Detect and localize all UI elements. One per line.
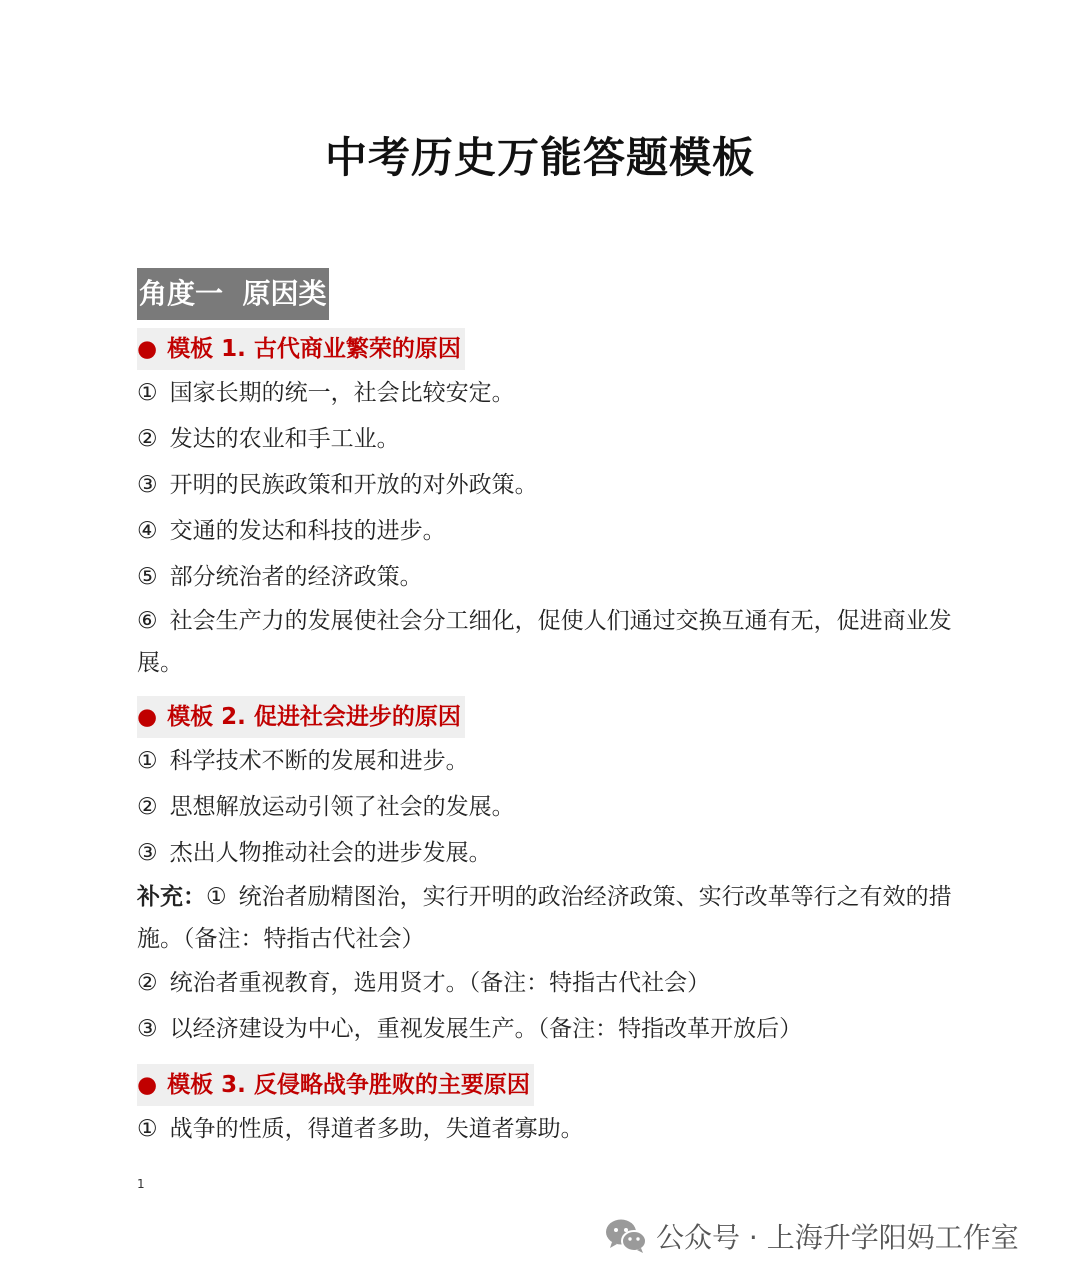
item-number: ① <box>137 380 158 406</box>
item-text: 统治者重视教育，选用贤才。（备注：特指古代社会） <box>169 970 711 996</box>
list-item <box>137 554 957 600</box>
item-text: 杰出人物推动社会的进步发展。 <box>169 840 492 866</box>
watermark-text: 公众号 · 上海升学阳妈工作室 <box>656 1221 1019 1254</box>
item-text: 交通的发达和科技的进步。 <box>169 518 446 544</box>
list-item <box>137 1106 957 1152</box>
item-text: 发达的农业和手工业。 <box>169 426 400 452</box>
list-item <box>137 600 957 684</box>
template-heading-text: 模板 3. 反侵略战争胜败的主要原因 <box>167 1072 530 1098</box>
item-text: 开明的民族政策和开放的对外政策。 <box>169 472 538 498</box>
item-number: ③ <box>137 840 158 866</box>
template-block-3 <box>137 1064 957 1152</box>
template-block-1 <box>137 328 957 684</box>
item-number: ③ <box>137 1016 158 1042</box>
item-text: 思想解放运动引领了社会的发展。 <box>169 794 515 820</box>
list-item <box>137 784 957 830</box>
list-item <box>137 1006 957 1052</box>
item-text: 部分统治者的经济政策。 <box>169 564 423 590</box>
document-body <box>137 328 957 1164</box>
item-number: ① <box>137 748 158 774</box>
list-item <box>137 370 957 416</box>
wechat-icon <box>604 1217 648 1255</box>
list-item <box>137 462 957 508</box>
item-text: 科学技术不断的发展和进步。 <box>169 748 469 774</box>
template-heading-text: 模板 2. 促进社会进步的原因 <box>167 704 461 730</box>
item-number: ① <box>137 1116 158 1142</box>
bullet-icon: ● <box>137 704 158 730</box>
item-number: ② <box>137 970 158 996</box>
item-number: ① <box>206 884 227 910</box>
supplement-label: 补充： <box>137 884 206 910</box>
list-item <box>137 416 957 462</box>
list-item <box>137 960 957 1006</box>
item-number: ③ <box>137 472 158 498</box>
page-title: 中考历史万能答题模板 <box>324 133 755 182</box>
item-text: 社会生产力的发展使社会分工细化，促使人们通过交换互通有无，促进商业发展。 <box>137 608 952 676</box>
bullet-icon: ● <box>137 336 158 362</box>
item-number: ⑤ <box>137 564 158 590</box>
template-heading <box>137 328 465 370</box>
list-item <box>137 738 957 784</box>
list-item <box>137 508 957 554</box>
bullet-icon: ● <box>137 1072 158 1098</box>
item-number: ② <box>137 794 158 820</box>
template-heading <box>137 1064 534 1106</box>
supplement-item <box>137 876 957 960</box>
list-item <box>137 830 957 876</box>
item-text: 战争的性质，得道者多助，失道者寡助。 <box>169 1116 584 1142</box>
item-text: 国家长期的统一，社会比较安定。 <box>169 380 515 406</box>
template-heading <box>137 696 465 738</box>
item-text: 统治者励精图治，实行开明的政治经济政策、实行改革等行之有效的措施。（备注：特指古代社会） <box>137 884 952 952</box>
watermark <box>604 1216 1019 1256</box>
section-tag: 角度一 原因类 <box>137 268 329 320</box>
item-number: ⑥ <box>137 608 158 634</box>
item-number: ② <box>137 426 158 452</box>
template-heading-text: 模板 1. 古代商业繁荣的原因 <box>167 336 461 362</box>
template-block-2 <box>137 696 957 1052</box>
page-number: 1 <box>137 1177 145 1191</box>
item-text: 以经济建设为中心，重视发展生产。（备注：特指改革开放后） <box>169 1016 803 1042</box>
item-number: ④ <box>137 518 158 544</box>
